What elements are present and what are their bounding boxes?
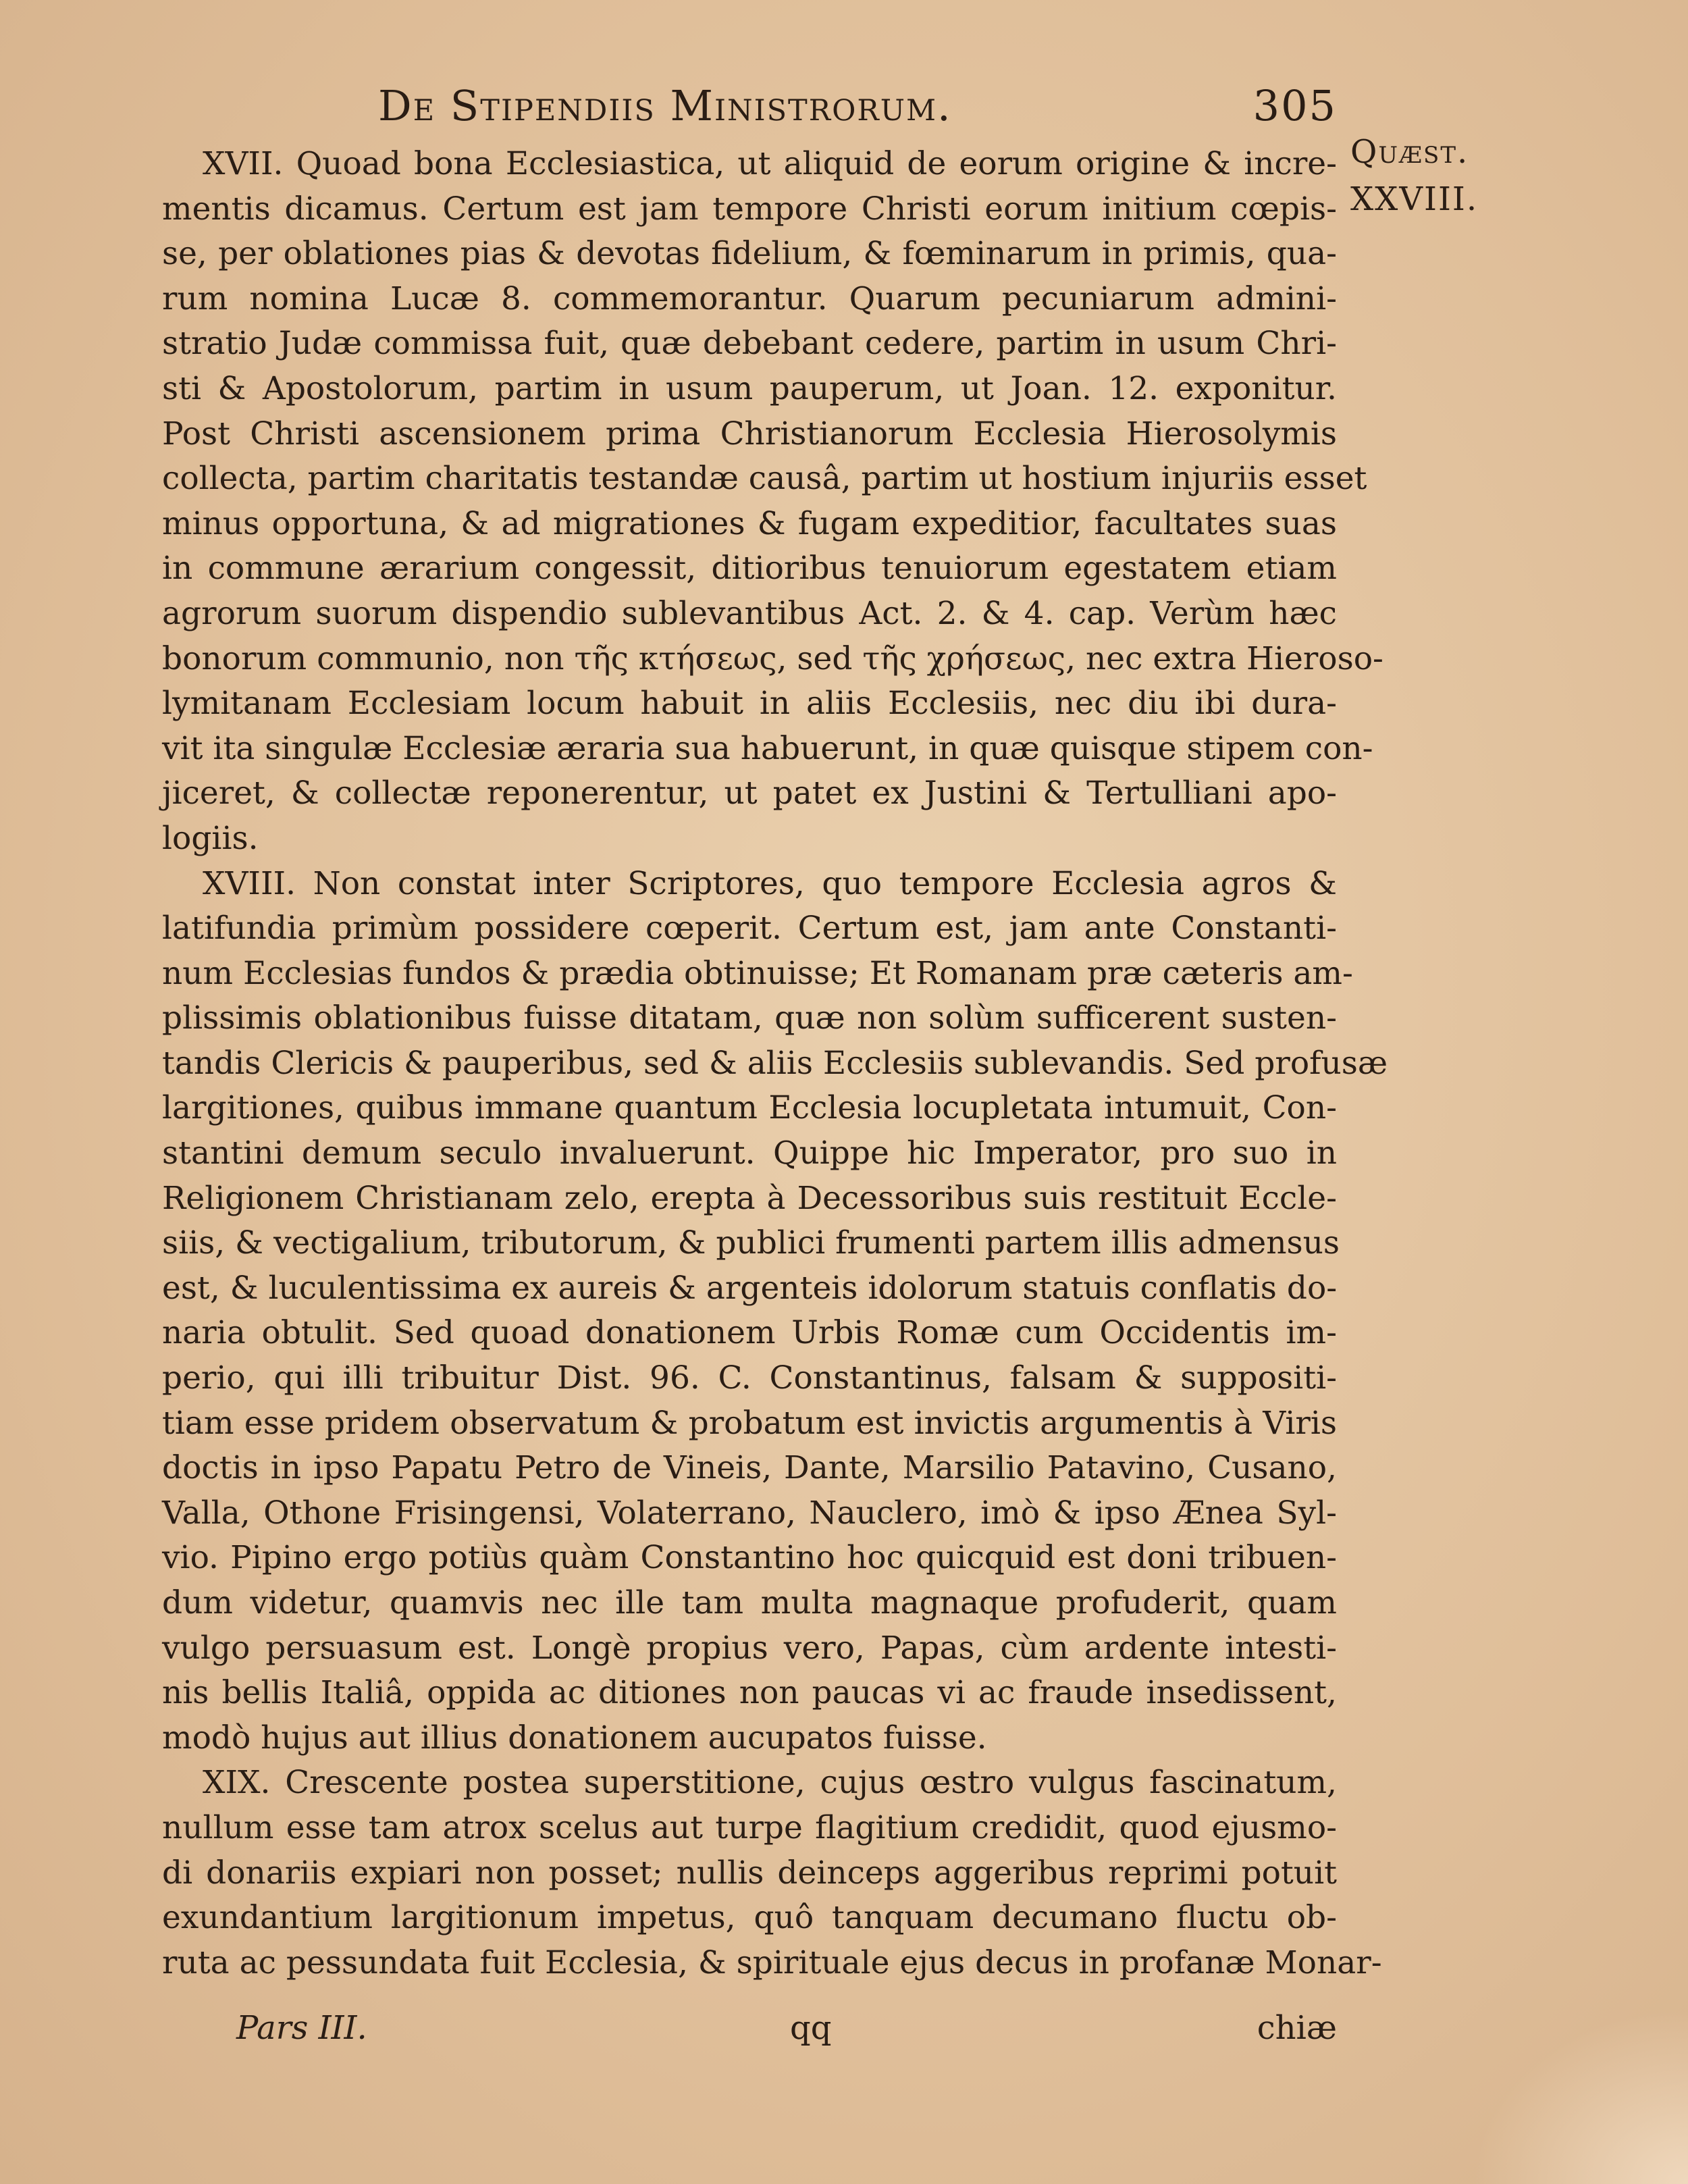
text-line: tiam esse pridem observatum & probatum est invictis argumentis à Viris <box>162 1404 1337 1442</box>
text-line: nis bellis Italiâ, oppida ac ditiones non paucas vi ac fraude insedissent, <box>162 1674 1337 1712</box>
text-line: Valla, Othone Frisingensi, Volaterrano, Nauclero, imò & ipso Ænea Syl- <box>162 1494 1337 1532</box>
text-line: largitiones, quibus immane quantum Ecclesia locupletata intumuit, Con- <box>162 1089 1337 1127</box>
text-line: Post Christi ascensionem prima Christianorum Ecclesia Hierosolymis <box>162 415 1337 452</box>
text-line: siis, & vectigalium, tributorum, & publici frumenti partem illis admensus <box>162 1224 1340 1262</box>
text-line: se, per oblationes pias & devotas fidelium, & fœminarum in primis, qua- <box>162 235 1337 273</box>
margin-note-line: Quæst. <box>1350 133 1469 171</box>
text-line: stantini demum seculo invaluerunt. Quippe hic Imperator, pro suo in <box>162 1135 1337 1172</box>
text-line: agrorum suorum dispendio sublevantibus Act. 2. & 4. cap. Verùm hæc <box>162 594 1337 632</box>
running-title: De Stipendiis Ministrorum. <box>378 81 952 130</box>
margin-note <box>1350 128 1512 223</box>
margin-note-line: XXVIII. <box>1350 180 1479 218</box>
text-line: stratio Judæ commissa fuit, quæ debebant cedere, partim in usum Chri- <box>162 325 1337 363</box>
text-line: ruta ac pessundata fuit Ecclesia, & spirituale ejus decus in profanæ Monar- <box>162 1944 1382 1981</box>
text-line: XIX. Crescente postea superstitione, cujus œstro vulgus fascinatum, <box>203 1764 1337 1802</box>
text-line: exundantium largitionum impetus, quô tanquam decumano fluctu ob- <box>162 1899 1337 1937</box>
text-line: num Ecclesias fundos & prædia obtinuisse; Et Romanam præ cæteris am- <box>162 954 1353 992</box>
page-footer <box>182 2009 1337 2063</box>
text-line: sti & Apostolorum, partim in usum pauperum, ut Joan. 12. exponitur. <box>162 369 1337 407</box>
text-line: minus opportuna, & ad migrationes & fugam expeditior, facultates suas <box>162 504 1337 542</box>
text-line: vulgo persuasum est. Longè propius vero, Papas, cùm ardente intesti- <box>162 1629 1337 1667</box>
text-line: est, & luculentissima ex aureis & argenteis idolorum statuis conflatis do- <box>162 1269 1338 1307</box>
text-line: nullum esse tam atrox scelus aut turpe flagitium credidit, quod ejusmo- <box>162 1809 1337 1846</box>
text-line: lymitanam Ecclesiam locum habuit in aliis Ecclesiis, nec diu ibi dura- <box>162 685 1337 723</box>
text-line: Religionem Christianam zelo, erepta à Decessoribus suis restituit Eccle- <box>162 1179 1337 1217</box>
text-line: dum videtur, quamvis nec ille tam multa magnaque profuderit, quam <box>162 1584 1337 1621</box>
text-line: latifundia primùm possidere cœperit. Certum est, jam ante Constanti- <box>162 910 1337 947</box>
text-line: perio, qui illi tribuitur Dist. 96. C. Constantinus, falsam & suppositi- <box>162 1359 1337 1397</box>
text-line: vio. Pipino ergo potiùs quàm Constantino hoc quicquid est doni tribuen- <box>162 1539 1337 1577</box>
text-line: doctis in ipso Papatu Petro de Vineis, Dante, Marsilio Patavino, Cusano, <box>162 1449 1337 1487</box>
text-line: modò hujus aut illius donationem aucupatos fuisse. <box>162 1719 987 1757</box>
page-number: 305 <box>1252 81 1337 130</box>
text-line: collecta, partim charitatis testandæ causâ, partim ut hostium injuriis esset <box>162 460 1367 498</box>
paper-stain <box>1472 2008 1688 2184</box>
body-text <box>162 142 1388 1985</box>
text-line: naria obtulit. Sed quoad donationem Urbis Romæ cum Occidentis im- <box>162 1314 1337 1352</box>
text-line: mentis dicamus. Certum est jam tempore Christi eorum initium cœpis- <box>162 190 1337 228</box>
catchword: chiæ <box>1257 2009 1337 2047</box>
text-line: XVII. Quoad bona Ecclesiastica, ut aliquid de eorum origine & incre- <box>203 145 1337 182</box>
signature-mark: Pars III. <box>236 2009 367 2047</box>
text-line: jiceret, & collectæ reponerentur, ut patet ex Justini & Tertulliani apo- <box>162 775 1337 812</box>
text-line: in commune ærarium congessit, ditioribus tenuiorum egestatem etiam <box>162 550 1337 588</box>
text-line: bonorum communio, non τῆς κτήσεως, sed τῆς χρήσεως, nec extra Hieroso- <box>162 640 1383 677</box>
text-line: vit ita singulæ Ecclesiæ æraria sua habuerunt, in quæ quisque stipem con- <box>162 729 1373 767</box>
text-line: plissimis oblationibus fuisse ditatam, quæ non solùm sufficerent susten- <box>162 999 1337 1037</box>
text-line: XVIII. Non constat inter Scriptores, quo tempore Ecclesia agros & <box>203 864 1337 902</box>
text-line: tandis Clericis & pauperibus, sed & aliis Ecclesiis sublevandis. Sed profusæ <box>162 1044 1388 1082</box>
text-line: di donariis expiari non posset; nullis deinceps aggeribus reprimi potuit <box>162 1854 1337 1892</box>
quire-mark: qq <box>790 2009 832 2047</box>
text-line: rum nomina Lucæ 8. commemorantur. Quarum pecuniarum admini- <box>162 280 1337 317</box>
text-line: logiis. <box>162 819 259 857</box>
running-header <box>378 81 1337 142</box>
